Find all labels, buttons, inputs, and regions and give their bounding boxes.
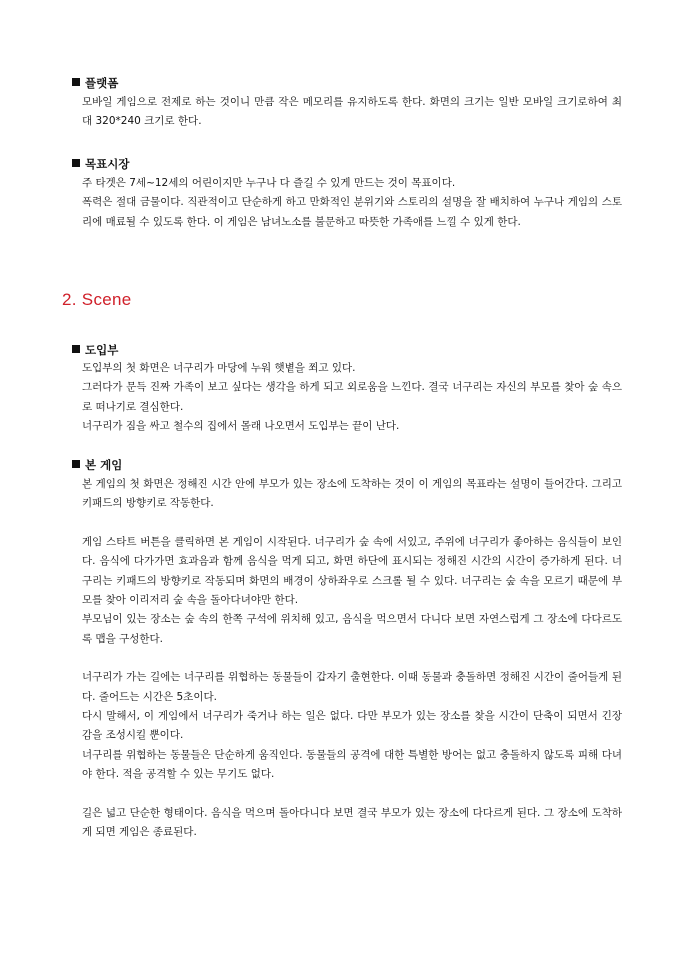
paragraph: 그러다가 문득 진짜 가족이 보고 싶다는 생각을 하게 되고 외로움을 느낀다. 결국 너구리는 자신의 부모를 찾아 숲 속으로 떠나기로 결심한다. xyxy=(82,381,622,413)
paragraph: 길은 넓고 단순한 형태이다. 음식을 먹으며 돌아다니다 보면 결국 부모가 있는 장소에 다다르게 된다. 그 장소에 도착하게 되면 게임은 종료된다. xyxy=(82,806,622,839)
paragraph: 주 타겟은 7세~12세의 어린이지만 누구나 다 즐길 수 있게 만드는 것이 목표이다. xyxy=(82,177,456,189)
paragraph: 도입부의 첫 화면은 너구리가 마당에 누워 햇볕을 쬐고 있다. xyxy=(82,362,356,374)
paragraph: 너구리가 짐을 싸고 철수의 집에서 몰래 나오면서 도입부는 끝이 난다. xyxy=(82,420,400,433)
intro-text xyxy=(82,359,622,437)
paragraph: 본 게임의 첫 화면은 정해진 시간 안에 부모가 있는 장소에 도착하는 것이 이 게임의 목표라는 설명이 들어간다. 그리고 키패드의 방향키로 작동한다. xyxy=(82,478,622,510)
section-title-main-game: 본 게임 xyxy=(72,458,122,472)
platform-text xyxy=(82,93,622,132)
main-game-text xyxy=(82,475,622,843)
bullet-square-icon xyxy=(72,345,80,353)
paragraph: 모바일 게임으로 전제로 하는 것이니 만큼 작은 메모리를 유지하도록 한다. 화면의 크기는 일반 모바일 크기로하여 최대 320*240 크기로 한다. xyxy=(82,96,622,128)
paragraph: 게임 스타트 버튼을 클릭하면 본 게임이 시작된다. 너구리가 숲 속에 서있고, 주위에 너구리가 좋아하는 음식들이 보인다. 음식에 다가가면 효과음과 함께 음식을 먹게 되고, 화면 하단에 표시되는 정해진 시간의 시간이 증가하게 된다. 너구리는 키패드의 방향키로 작동되며 화면의 배경이 상하좌우로 스크롤 될 수 있다. 너구리는 숲 속을 모르기 때문에 부모를 찾아 이리저리 숲 속을 돌아다녀야만 한다. xyxy=(82,535,622,607)
paragraph: 부모님이 있는 장소는 숲 속의 한쪽 구석에 위치해 있고, 음식을 먹으면서 다니다 보면 자연스럽게 그 장소에 다다르도록 맵을 구성한다. xyxy=(82,613,622,645)
bullet-square-icon xyxy=(72,78,80,86)
bullet-square-icon xyxy=(72,460,80,468)
bullet-square-icon xyxy=(72,159,80,167)
section-title-target-market: 목표시장 xyxy=(72,157,129,171)
target-market-text xyxy=(82,174,622,232)
paragraph: 너구리가 가는 길에는 너구리를 위협하는 동물들이 갑자기 출현한다. 이때 동물과 충돌하면 정해진 시간이 줄어들게 된다. 줄어드는 시간은 5초이다. xyxy=(82,671,622,703)
section-title-platform: 플랫폼 xyxy=(72,76,118,90)
section-title-intro: 도입부 xyxy=(72,343,118,357)
section-heading-scene: 2. Scene xyxy=(62,290,132,309)
paragraph: 폭력은 절대 금물이다. 직관적이고 단순하게 하고 만화적인 분위기와 스토리의 설명을 잘 배치하여 누구나 게임의 스토리에 매료될 수 있도록 한다. 이 게임은 남녀노소를 불문하고 따뜻한 가족애를 느낄 수 있게 한다. xyxy=(82,196,622,228)
paragraph: 다시 말해서, 이 게임에서 너구리가 죽거나 하는 일은 없다. 다만 부모가 있는 장소를 찾을 시간이 단축이 되면서 긴장감을 조성시킬 뿐이다. xyxy=(82,710,622,742)
paragraph: 너구리를 위협하는 동물들은 단순하게 움직인다. 동물들의 공격에 대한 특별한 방어는 없고 충돌하지 않도록 피해 다녀야 한다. 적을 공격할 수 있는 무기도 없다. xyxy=(82,748,622,781)
